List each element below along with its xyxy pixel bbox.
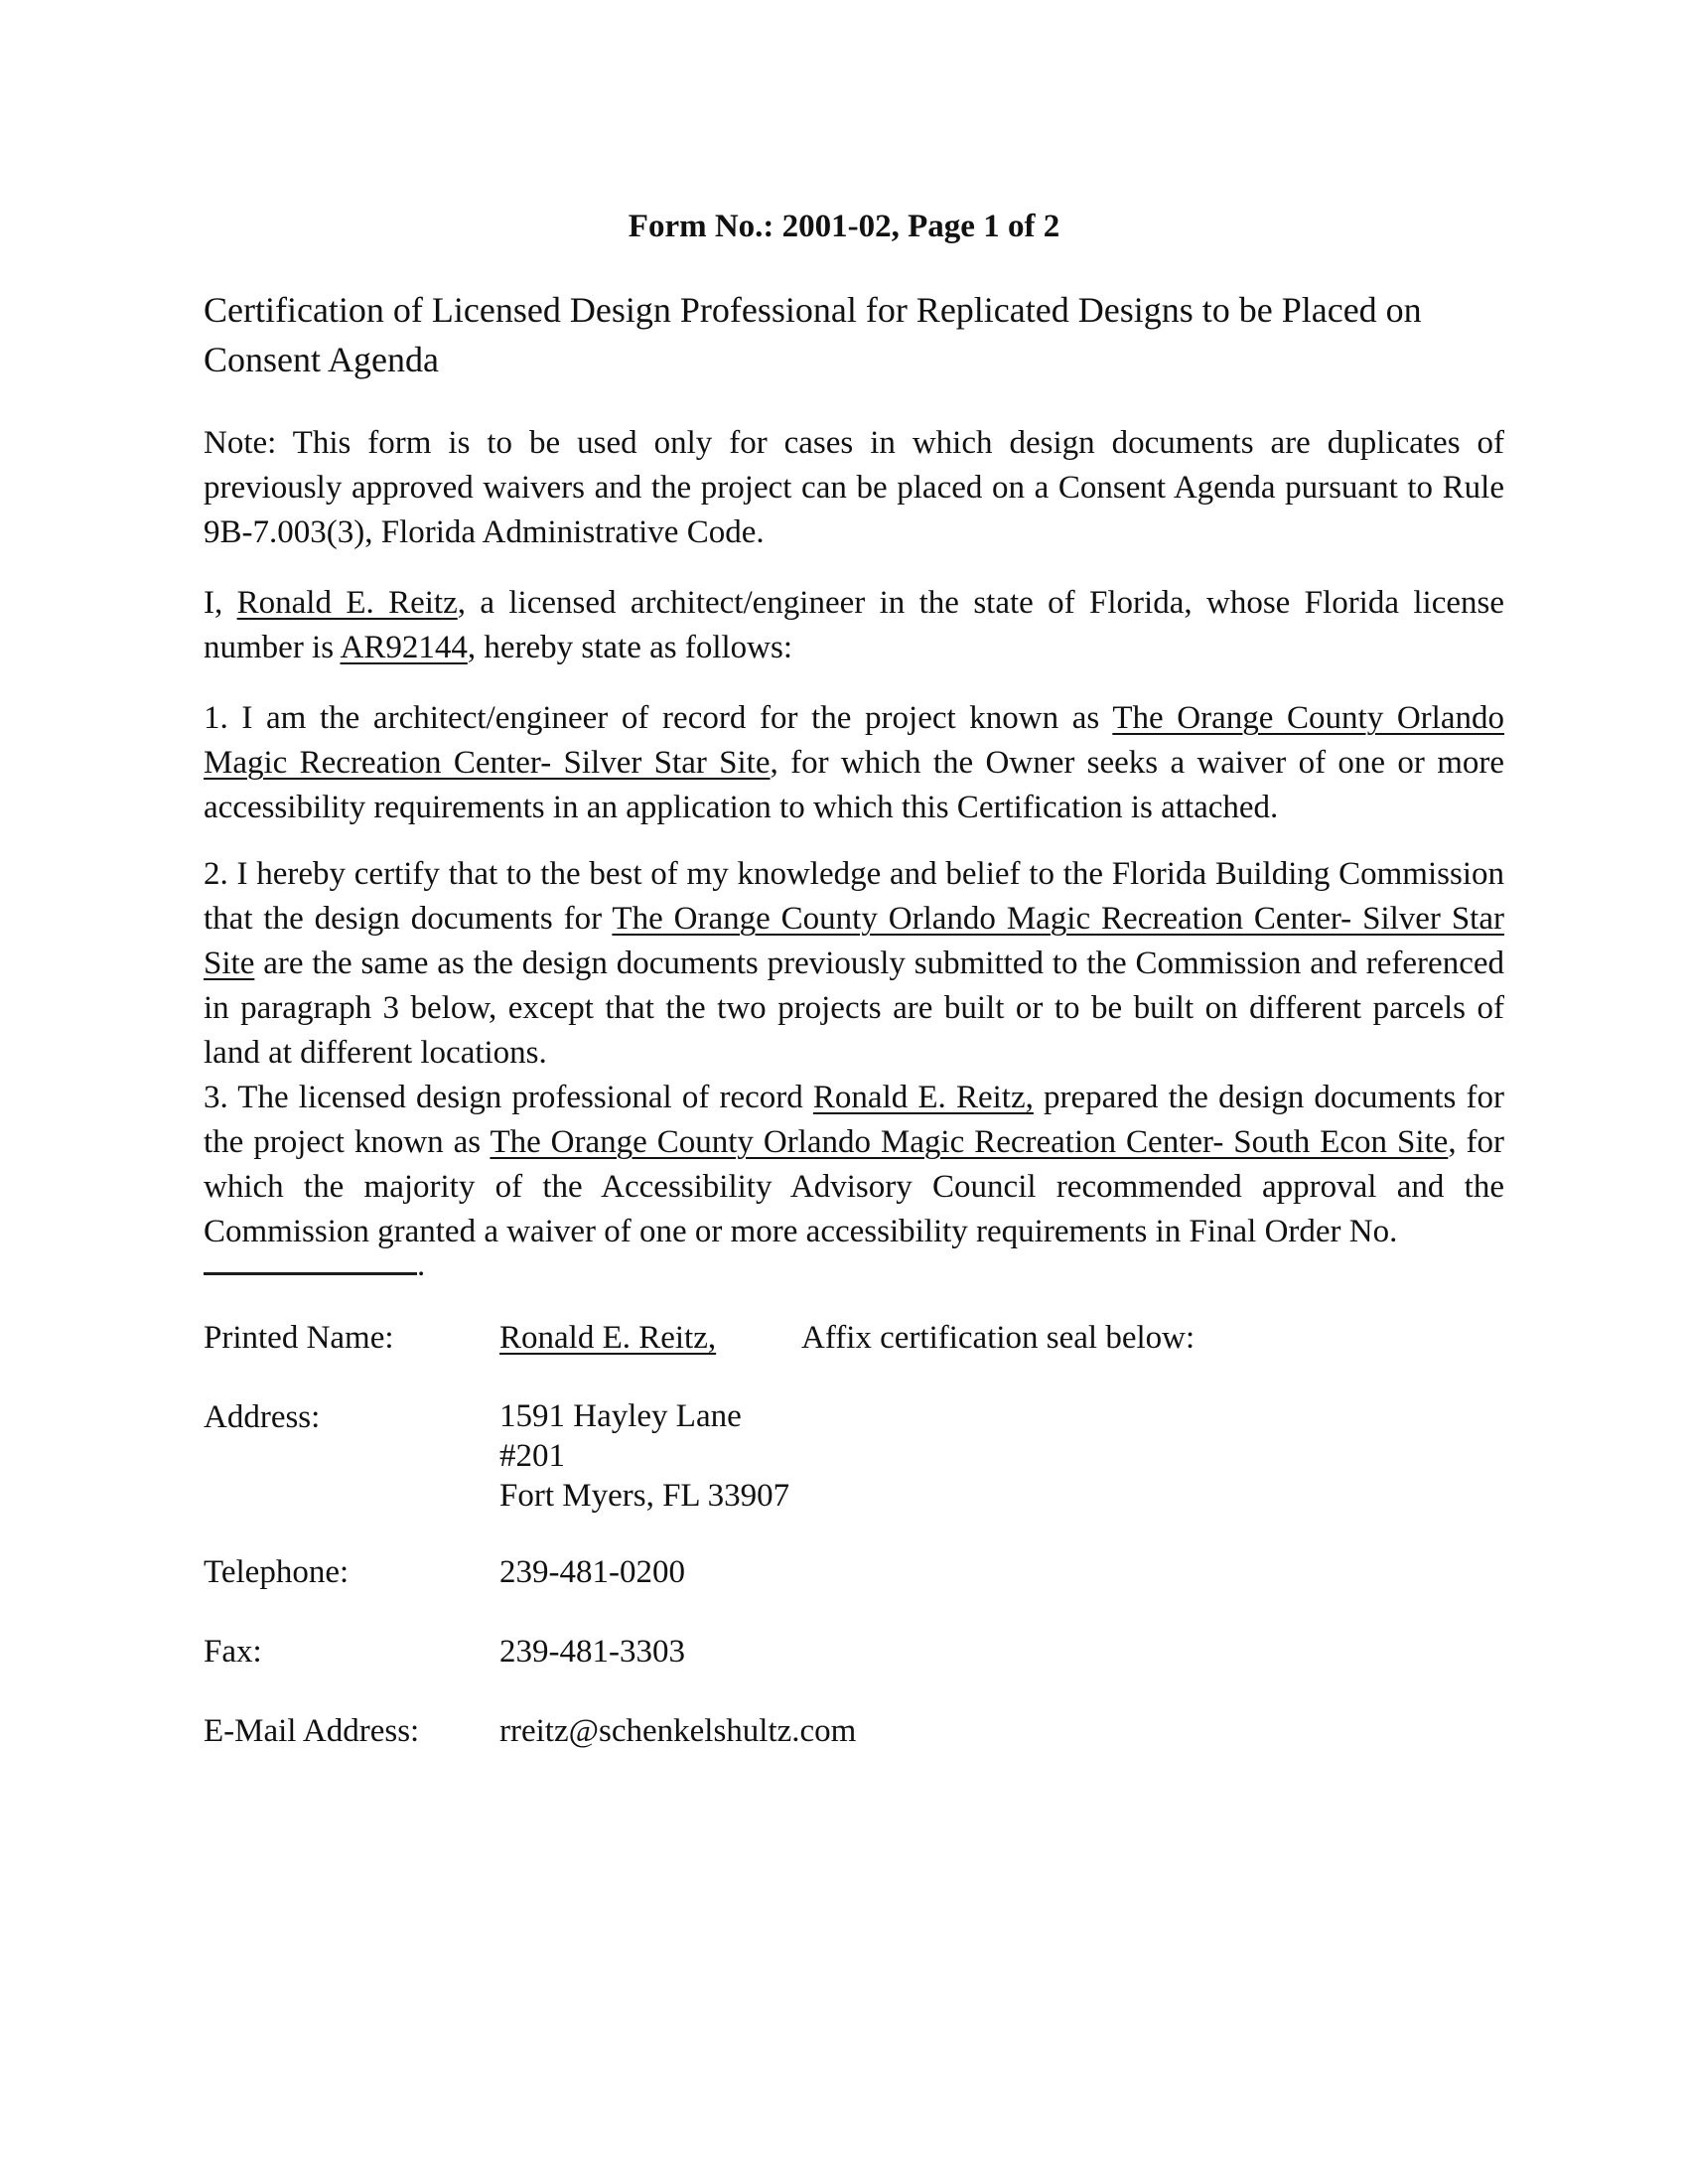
address-line-2: #201	[499, 1438, 565, 1474]
form-number-header: Form No.: 2001-02, Page 1 of 2	[628, 209, 1060, 244]
document-title: Certification of Licensed Design Professional for Replicated Designs to be Placed on Consent Agenda	[204, 290, 1422, 379]
final-order-number-blank	[204, 1244, 417, 1275]
project-name-silver-star-2: The Orange County Orlando Magic Recreation Center- Silver Star Site	[204, 901, 1504, 981]
design-professional-name: Ronald E. Reitz,	[812, 1080, 1034, 1115]
address-line-1: 1591 Hayley Lane	[499, 1398, 742, 1434]
printed-name-value: Ronald E. Reitz,	[499, 1320, 717, 1356]
statement-3-text-2: prepared the design documents for the project known as	[204, 1080, 1504, 1160]
intro-paragraph	[204, 581, 1504, 670]
telephone-value: 239-481-0200	[499, 1554, 685, 1590]
printed-name-row	[204, 1317, 1504, 1359]
intro-text-1: I,	[204, 585, 237, 621]
statement-1-text-1: 1. I am the architect/engineer of record for the project known as	[204, 700, 1113, 736]
licensee-name: Ronald E. Reitz	[236, 585, 458, 621]
telephone-label: Telephone:	[204, 1554, 350, 1590]
address-label: Address:	[204, 1399, 321, 1435]
note-paragraph: Note: This form is to be used only for cases in which design documents are duplicates of previously approved waivers and the project can be placed on a Consent Agenda pursuant to Rule 9B-7.003(3), Florida Administrative Code.	[204, 425, 1504, 550]
address-row	[204, 1396, 1504, 1516]
statement-2	[204, 852, 1504, 1076]
statement-2-text-1: 2. I hereby certify that to the best of my knowledge and belief to the Florida Building Commission that the design documents for	[204, 856, 1504, 937]
fax-value: 239-481-3303	[499, 1634, 685, 1670]
printed-name-label: Printed Name:	[204, 1320, 394, 1356]
project-name-south-econ: The Orange County Orlando Magic Recreation Center- South Econ Site	[490, 1124, 1449, 1160]
statement-3	[204, 1076, 1504, 1254]
statement-2-text-2: are the same as the design documents previously submitted to the Commission and referenced in paragraph 3 below, except that the two projects are built or to be built on different parcels of land at different locations.	[204, 946, 1504, 1071]
address-line-3: Fort Myers, FL 33907	[499, 1478, 790, 1514]
seal-instruction: Affix certification seal below:	[801, 1320, 1196, 1356]
statement-1	[204, 696, 1504, 830]
license-number: AR92144	[340, 630, 468, 665]
fax-row	[204, 1631, 1504, 1673]
fax-label: Fax:	[204, 1634, 262, 1670]
final-order-blank-period: .	[417, 1247, 426, 1283]
final-order-number-line	[204, 1243, 1504, 1288]
project-name-silver-star-1: The Orange County Orlando Magic Recreation Center- Silver Star Site	[204, 700, 1504, 781]
statement-3-text-3: , for which the majority of the Accessibility Advisory Council recommended approval and the Commission granted a waiver of one or more accessibility requirements in Final Order No.	[204, 1124, 1504, 1249]
intro-text-2: , a licensed architect/engineer in the state of Florida, whose Florida license number is	[204, 585, 1504, 665]
email-row	[204, 1710, 1504, 1752]
statement-3-text-1: 3. The licensed design professional of record	[204, 1080, 813, 1115]
email-value: rreitz@schenkelshultz.com	[499, 1713, 857, 1749]
statement-1-text-2: , for which the Owner seeks a waiver of one or more accessibility requirements in an application to which this Certification is attached.	[204, 745, 1504, 825]
telephone-row	[204, 1551, 1504, 1593]
email-label: E-Mail Address:	[204, 1713, 420, 1749]
intro-text-3: , hereby state as follows:	[467, 630, 793, 665]
